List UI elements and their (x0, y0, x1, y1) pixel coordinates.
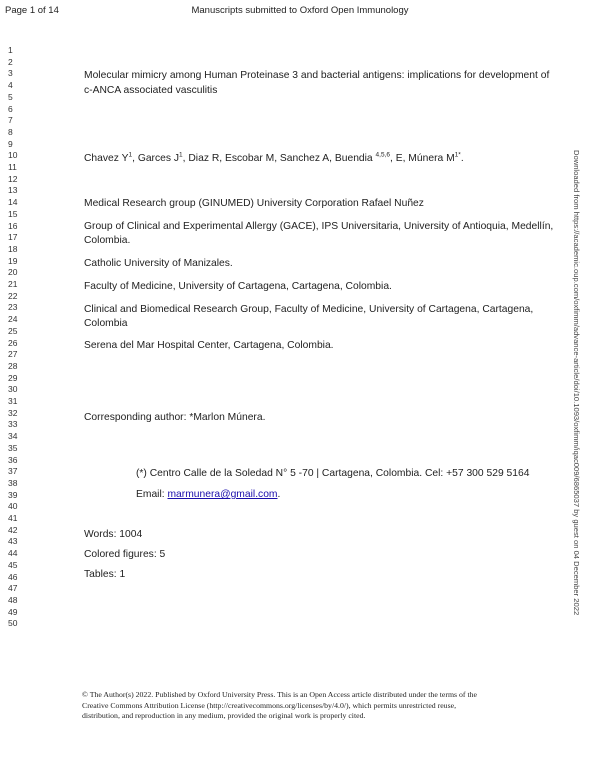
affiliation-5-line-1: Clinical and Biomedical Research Group, Faculty of Medicine, University of Cartagena, Cartagena, (84, 304, 534, 315)
line-number: 46 (8, 571, 18, 582)
line-number: 20 (8, 267, 18, 278)
line-number: 6 (8, 103, 13, 114)
line-number: 23 (8, 302, 18, 313)
license-line-1: © The Author(s) 2022. Published by Oxford University Press. This is an Open Access article distributed under the terms of the (82, 690, 477, 699)
line-number: 45 (8, 559, 18, 570)
line-number: 39 (8, 489, 18, 500)
journal-header: Manuscripts submitted to Oxford Open Immunology (191, 5, 409, 16)
line-number: 27 (8, 349, 18, 360)
line-number: 9 (8, 138, 13, 149)
line-number: 37 (8, 466, 18, 477)
affiliation-4: Faculty of Medicine, University of Cartagena, Cartagena, Colombia. (84, 281, 392, 292)
line-number: 17 (8, 232, 18, 243)
author-2: , Garces J (132, 153, 180, 164)
line-number: 33 (8, 419, 18, 430)
download-watermark: Downloaded from https://academic.oup.com/oxfimm/advance-article/doi/10.1093/oxfimm/iqac009/6865037 by guest on 04 December 2022 (572, 150, 581, 616)
author-1-affil: 1 (128, 151, 133, 159)
email-after: . (277, 489, 281, 500)
line-number: 21 (8, 279, 18, 289)
authors-3: , Diaz R, Escobar M, Sanchez A, Buendia (182, 153, 376, 164)
line-number: 31 (8, 396, 18, 406)
line-number: 41 (8, 513, 18, 523)
author-1: Chavez Y (84, 153, 129, 164)
line-number: 1 (8, 45, 13, 55)
line-number: 38 (8, 477, 18, 488)
word-count: Words: 1004 (84, 529, 143, 540)
line-number: 8 (8, 126, 13, 137)
line-number: 28 (8, 360, 18, 371)
line-number: 49 (8, 606, 18, 617)
affiliation-3: Catholic University of Manizales. (84, 258, 233, 269)
license-footer (82, 690, 522, 722)
page-number-label: Page 1 of 14 (5, 5, 59, 16)
line-number: 25 (8, 325, 18, 336)
title-line-1: Molecular mimicry among Human Proteinase 3 and bacterial antigens: implications for development of (84, 70, 550, 81)
corresponding-email-line (136, 488, 280, 502)
line-number: 24 (8, 314, 18, 325)
line-number: 44 (8, 548, 18, 559)
author-buendia-affil: 4,5,6 (375, 151, 390, 159)
line-number: 5 (8, 91, 13, 102)
line-number: 50 (8, 618, 18, 629)
line-number: 30 (8, 384, 18, 395)
affiliation-5-line-2: Colombia (84, 318, 128, 329)
line-number: 34 (8, 431, 18, 442)
line-number: 32 (8, 407, 18, 418)
affiliation-6: Serena del Mar Hospital Center, Cartagena, Colombia. (84, 340, 334, 351)
corresponding-address: (*) Centro Calle de la Soledad N° 5 -70 | Cartagena, Colombia. Cel: +57 300 529 5164 (136, 468, 530, 479)
email-link[interactable]: marmunera@gmail.com (167, 489, 278, 500)
line-number: 18 (8, 243, 18, 254)
line-number: 26 (8, 337, 18, 348)
affiliation-2-line-1: Group of Clinical and Experimental Allergy (GACE), IPS Universitaria, University of Antioquia, Medellín, (84, 221, 554, 232)
author-list (84, 152, 464, 166)
line-number: 42 (8, 524, 18, 535)
title-line-2: c-ANCA associated vasculitis (84, 85, 218, 96)
line-number: 48 (8, 594, 18, 605)
author-munera-affil: 1* (454, 151, 461, 159)
authors-4: , E, Múnera M (390, 153, 455, 164)
line-number: 40 (8, 501, 18, 512)
line-number: 29 (8, 372, 18, 383)
author-2-affil: 1 (179, 151, 183, 159)
line-number: 19 (8, 255, 18, 266)
table-count: Tables: 1 (84, 569, 126, 580)
corresponding-author: Corresponding author: *Marlon Múnera. (84, 412, 266, 423)
line-number: 11 (8, 162, 17, 172)
line-number: 15 (8, 208, 18, 219)
line-number: 36 (8, 454, 18, 465)
authors-end: . (460, 153, 464, 164)
line-number: 7 (8, 115, 13, 126)
affiliation-2-line-2: Colombia. (84, 235, 131, 246)
line-number: 47 (8, 583, 18, 594)
line-number: 14 (8, 197, 18, 208)
line-number: 13 (8, 185, 18, 196)
license-line-3: distribution, and reproduction in any medium, provided the original work is properly cited. (82, 711, 366, 720)
line-number: 2 (8, 56, 13, 67)
license-line-2: Creative Commons Attribution License (http://creativecommons.org/licenses/by/4.0/), which permits unrestricted reuse, (82, 700, 457, 710)
line-number: 12 (8, 173, 18, 184)
figure-count: Colored figures: 5 (84, 549, 166, 560)
affiliation-1: Medical Research group (GINUMED) University Corporation Rafael Nuñez (84, 198, 424, 209)
line-number: 43 (8, 536, 18, 547)
line-number: 4 (8, 80, 13, 91)
line-number: 3 (8, 68, 13, 79)
line-number: 35 (8, 442, 18, 453)
line-number: 10 (8, 150, 18, 161)
line-number: 22 (8, 290, 18, 301)
line-number: 16 (8, 220, 18, 231)
email-label: Email: (136, 489, 168, 500)
